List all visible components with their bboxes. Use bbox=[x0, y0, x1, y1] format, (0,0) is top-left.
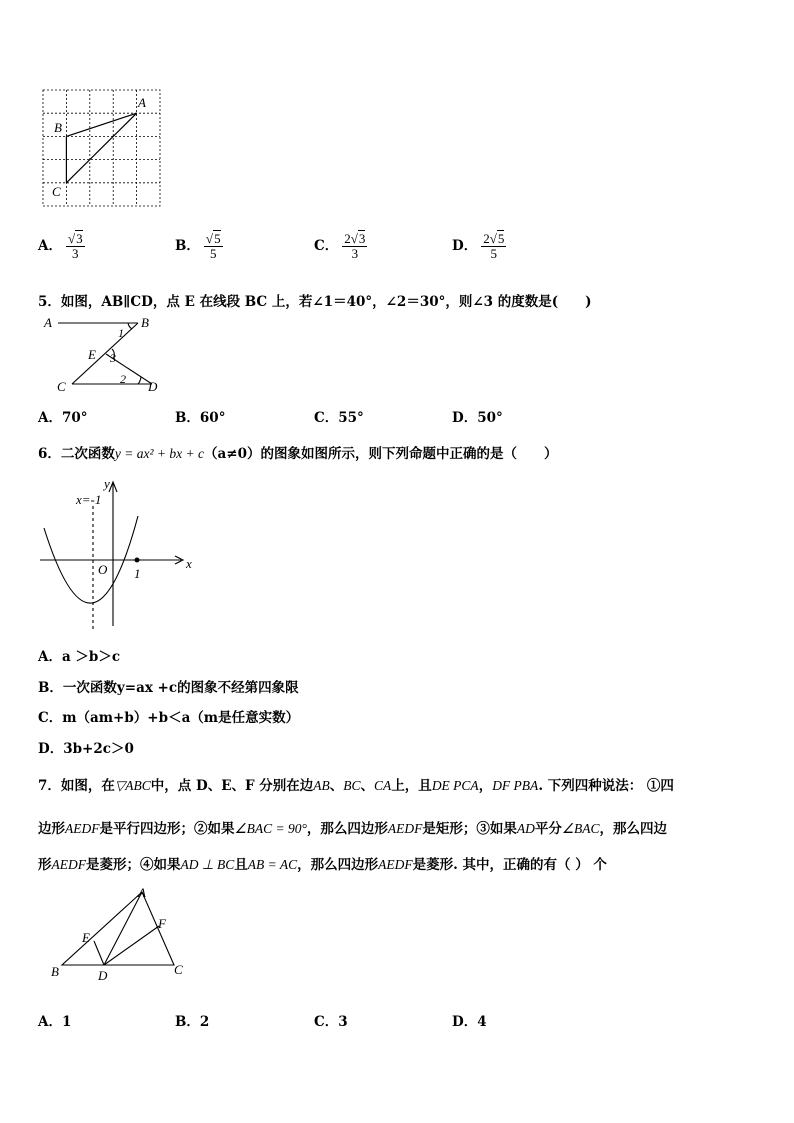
q6-option-a[interactable]: A．a ＞b＞c bbox=[38, 649, 121, 665]
q6-stem: 6．二次函数y = ax² + bx + c（a≠0）的图象如图所示，则下列命题中正确的是（ ） bbox=[38, 446, 558, 462]
q5-option-c[interactable]: C．55° bbox=[314, 410, 364, 426]
q5-option-d[interactable]: D．50° bbox=[452, 410, 503, 426]
q7-option-d[interactable]: D．4 bbox=[452, 1014, 487, 1030]
q7-option-a[interactable]: A．1 bbox=[38, 1014, 72, 1030]
q7-option-b[interactable]: B．2 bbox=[175, 1014, 210, 1030]
label-c: C bbox=[52, 184, 61, 199]
q5-stem: 5．如图，AB∥CD，点 E 在线段 BC 上，若∠1＝40°，∠2＝30°，则∠3 的度数是( ) bbox=[38, 294, 592, 310]
q5-option-a[interactable]: A．70° bbox=[38, 410, 88, 426]
label-x-axis: x bbox=[186, 556, 192, 571]
label-d: D bbox=[148, 379, 158, 394]
label-y-axis: y bbox=[104, 476, 110, 491]
q7-option-c[interactable]: C．3 bbox=[314, 1014, 348, 1030]
q4-option-d[interactable]: D． $\frac{2√5}{5}$ bbox=[452, 231, 505, 261]
label-b: B bbox=[54, 120, 62, 135]
label-f: F bbox=[158, 916, 166, 931]
q4-option-c[interactable]: C． $\frac{2√3}{3}$ bbox=[314, 231, 366, 261]
label-e: E bbox=[82, 930, 90, 945]
label-a: A bbox=[138, 885, 146, 900]
q7-stem-line1: 7．如图，在▽ABC中，点 D、E、F 分别在边AB、BC、CA上，且DE PCA，DF PBA. 下列四种说法： ①四 bbox=[38, 778, 674, 794]
label-angle-3: 3 bbox=[110, 351, 116, 365]
label-e: E bbox=[88, 347, 96, 362]
q5-option-b[interactable]: B．60° bbox=[175, 410, 226, 426]
label-origin: O bbox=[98, 562, 108, 577]
label-d: D bbox=[98, 968, 108, 983]
q7-stem-line2: 边形AEDF是平行四边形；②如果∠BAC = 90°，那么四边形AEDF是矩形；③如果AD平分∠BAC，那么四边 bbox=[38, 821, 667, 837]
label-c: C bbox=[57, 379, 66, 394]
label-b: B bbox=[141, 315, 149, 330]
label-a: A bbox=[44, 315, 52, 330]
q4-option-a[interactable]: A． $\frac{√3}{3}$ bbox=[38, 231, 83, 261]
q6-option-d[interactable]: D．3b+2c＞0 bbox=[38, 741, 134, 757]
q6-option-c[interactable]: C．m（am+b）+b＜a（m是任意实数） bbox=[38, 710, 300, 726]
q6-option-b[interactable]: B．一次函数y=ax +c的图象不经第四象限 bbox=[38, 680, 299, 696]
label-c: C bbox=[174, 962, 183, 977]
label-a: A bbox=[138, 95, 146, 110]
q6-parabola-figure bbox=[36, 476, 201, 636]
label-axis-of-symmetry: x=-1 bbox=[76, 492, 102, 507]
label-one: 1 bbox=[134, 566, 141, 581]
q4-option-b[interactable]: B． $\frac{√5}{5}$ bbox=[175, 231, 221, 261]
label-b: B bbox=[51, 964, 59, 979]
q7-triangle-figure bbox=[48, 884, 193, 984]
q7-stem-line3: 形AEDF是菱形；④如果AD ⊥ BC且AB = AC，那么四边形AEDF是菱形. 其中，正确的有（ ） 个 bbox=[38, 857, 607, 873]
q4-grid-figure bbox=[38, 86, 168, 211]
q5-figure bbox=[42, 313, 172, 395]
label-angle-2: 2 bbox=[120, 372, 126, 386]
label-angle-1: 1 bbox=[118, 326, 124, 340]
